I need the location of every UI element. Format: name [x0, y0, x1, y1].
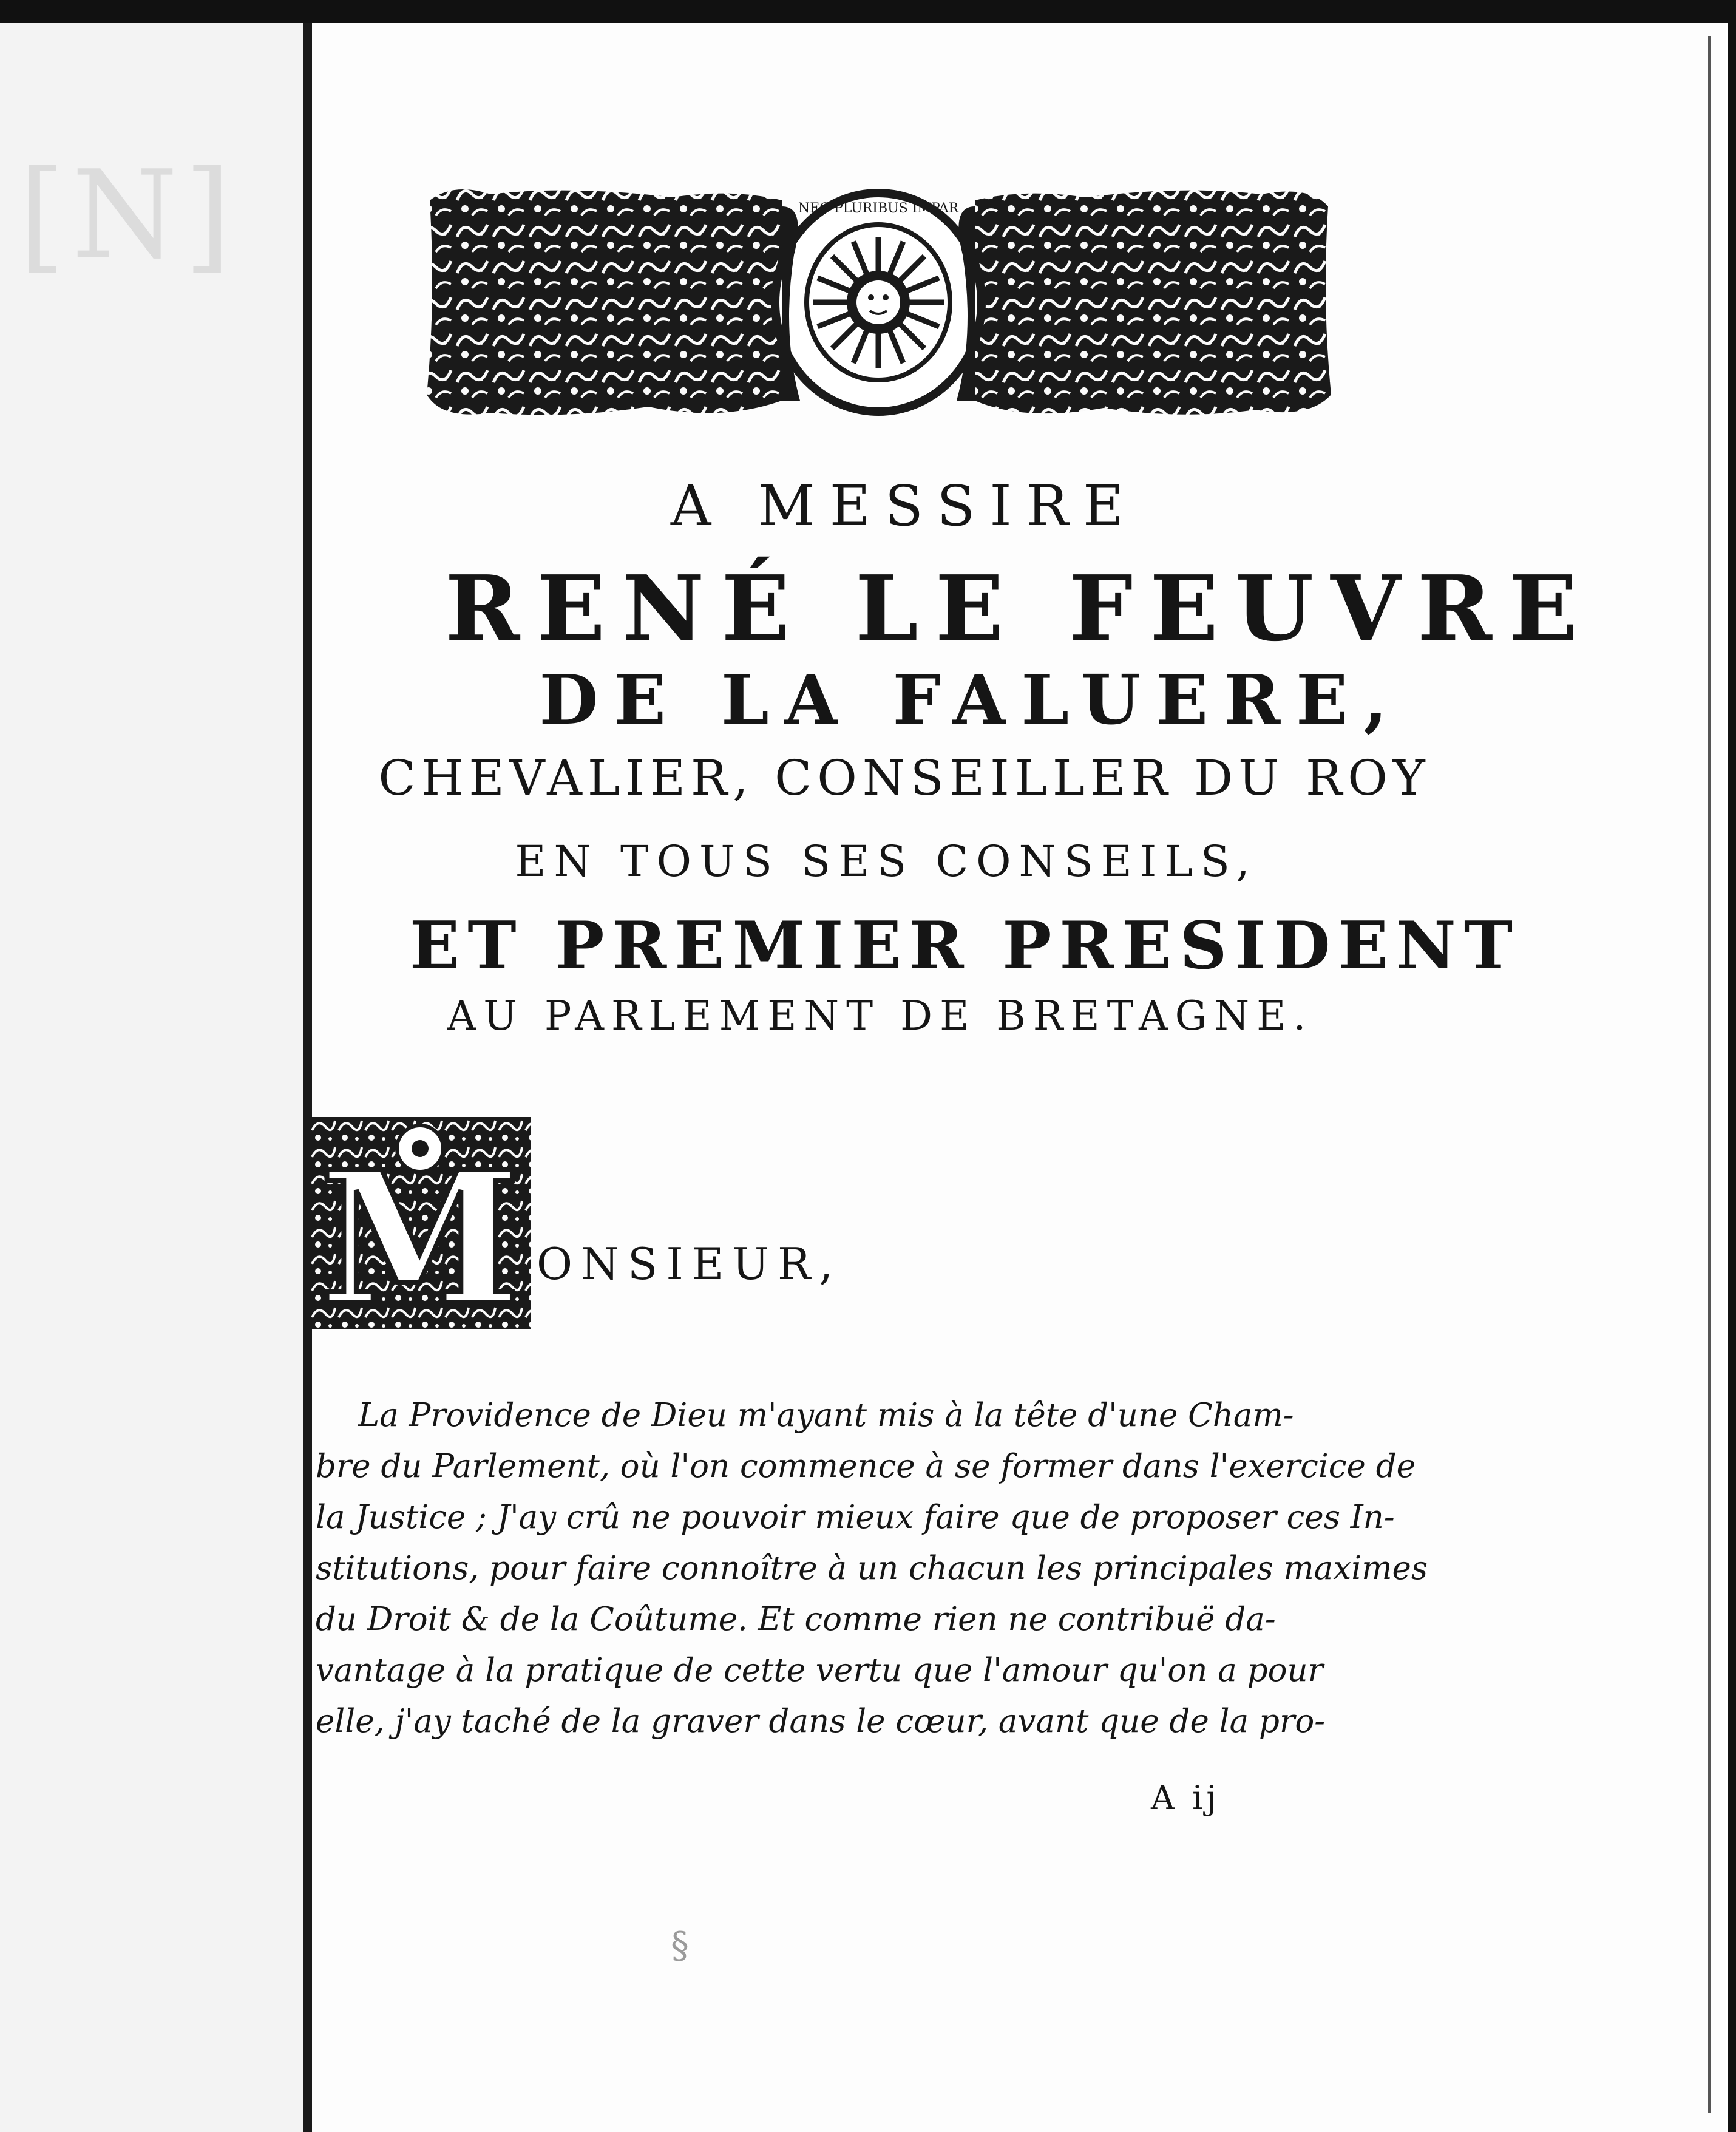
body-line: du Droit & de la Coûtume. Et comme rien ne contribuë da- — [316, 1601, 1276, 1638]
title-line-name: RENÉ LE FEUVRE — [445, 555, 1595, 661]
title-line-office: ET PREMIER PRESIDENT — [409, 908, 1521, 984]
facing-page-bleedthrough: [N] — [18, 144, 238, 286]
decorated-initial — [310, 1117, 531, 1329]
scan-top-edge — [0, 0, 1736, 23]
title-line-councils: EN TOUS SES CONSEILS, — [515, 837, 1258, 886]
body-line: vantage à la pratique de cette vertu que l'amour qu'on a pour — [316, 1652, 1324, 1689]
title-line-addressee: A MESSIRE — [670, 474, 1139, 538]
body-line: bre du Parlement, où l'on commence à se former dans l'exercice de — [316, 1448, 1416, 1485]
svg-text:NEC PLURIBUS IMPAR: NEC PLURIBUS IMPAR — [798, 201, 959, 216]
title-line-parlement: AU PARLEMENT DE BRETAGNE. — [447, 993, 1314, 1039]
sun-medallion-icon — [775, 193, 982, 412]
body-line: la Justice ; J'ay crû ne pouvoir mieux faire que de proposer ces In- — [316, 1499, 1395, 1536]
salutation: ONSIEUR, — [537, 1238, 842, 1289]
body-text — [316, 1390, 1428, 1747]
facing-page — [0, 23, 303, 2132]
body-line: stitutions, pour faire connoître à un chacun les principales maximes — [316, 1550, 1428, 1587]
title-line-rank: CHEVALIER, CONSEILLER DU ROY — [378, 750, 1431, 806]
title-line-seigneurie: DE LA FALUERE, — [539, 660, 1403, 740]
body-line: elle, j'ay taché de la graver dans le cœur, avant que de la pro- — [316, 1703, 1326, 1740]
scan-right-edge — [1728, 0, 1736, 2132]
signature-mark: A ij — [1151, 1779, 1221, 1817]
page-edge — [1708, 36, 1711, 2113]
ink-stain: § — [671, 1924, 689, 1967]
initial-letter: M — [319, 1131, 521, 1329]
book-gutter — [303, 23, 312, 2132]
body-line: La Providence de Dieu m'ayant mis à la tête d'une Cham- — [358, 1397, 1294, 1434]
headpiece-ornament — [418, 182, 1339, 423]
